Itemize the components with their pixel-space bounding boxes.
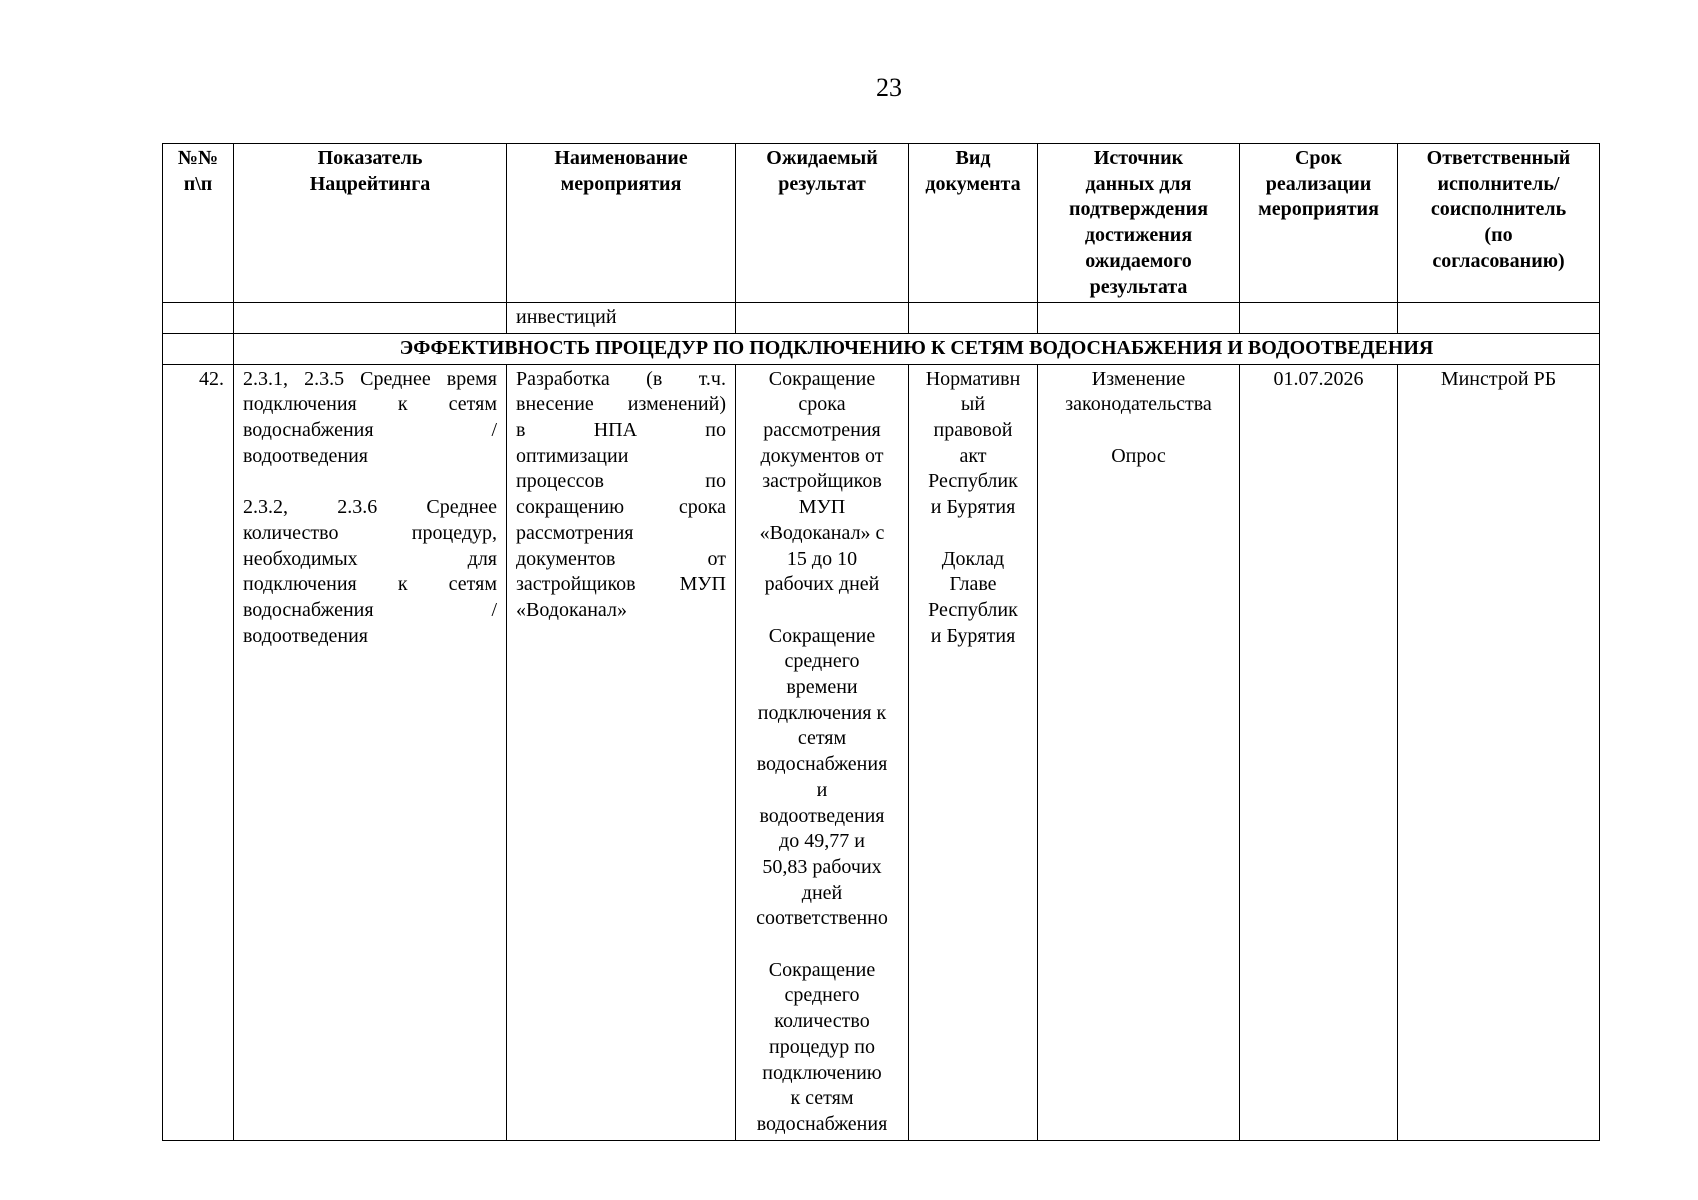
activity-text [516, 367, 726, 624]
header-activity [507, 144, 736, 303]
text-line: среднего [784, 984, 860, 1007]
text-line: Ответственный [1426, 147, 1571, 169]
responsible-cell: Минстрой РБ [1398, 364, 1600, 1140]
text-line: и Бурятия [930, 496, 1016, 519]
text-line: Республик [928, 470, 1018, 493]
page-number: 23 [876, 73, 902, 102]
text-line: сокращению срока [516, 496, 726, 519]
text-line: среднего [784, 650, 860, 673]
indicator-cell [234, 364, 507, 1140]
document-type-paragraph-1 [918, 367, 1028, 521]
action-plan-table [162, 143, 1600, 1141]
header-expected-result [736, 144, 909, 303]
text-line: Источник [1093, 147, 1184, 169]
table-header-row [163, 144, 1600, 303]
text-line: процедур по [769, 1035, 875, 1058]
text-line: реализации [1265, 172, 1372, 195]
text-line: документов от [760, 444, 884, 467]
header-responsible [1398, 144, 1600, 303]
header-deadline [1240, 144, 1398, 303]
continued-row [163, 303, 1600, 334]
section-title: ЭФФЕКТИВНОСТЬ ПРОЦЕДУР ПО ПОДКЛЮЧЕНИЮ К СЕТЯМ ВОДОСНАБЖЕНИЯ И ВОДООТВЕДЕНИЯ [234, 333, 1600, 364]
text-line: Сокращение [768, 367, 876, 390]
header-indicator [234, 144, 507, 303]
text-line: Главе [949, 573, 997, 596]
text-line: документов от [516, 547, 726, 570]
text-line: Опрос [1111, 444, 1166, 467]
text-line: правовой [933, 419, 1013, 442]
text-line: необходимых для [243, 547, 497, 570]
header-number [163, 144, 234, 303]
expected-result-paragraph-1 [745, 367, 899, 598]
text-line: Сокращение [768, 958, 876, 981]
text-line: рабочих дней [764, 573, 880, 596]
section-row [163, 333, 1600, 364]
text-line: соисполнитель [1430, 198, 1567, 221]
text-line: дней [801, 881, 843, 904]
text-line: подключения к сетям [243, 573, 497, 596]
data-source-paragraph-2 [1047, 444, 1230, 470]
text-line: мероприятия [1258, 198, 1379, 221]
text-line: 15 до 10 [786, 547, 858, 570]
text-line: Доклад [941, 547, 1005, 570]
data-source-paragraph-1 [1047, 367, 1230, 418]
text-line: водоотведения [243, 444, 368, 467]
text-line: мероприятия [560, 172, 682, 195]
text-line: соответственно [756, 907, 888, 930]
text-line: рассмотрения [516, 521, 634, 544]
text-line: подключения к сетям [243, 393, 497, 416]
text-line: исполнитель/ [1437, 172, 1560, 195]
text-line: водоснабжения / [243, 598, 497, 621]
text-line: результат [778, 172, 866, 195]
text-line: сетям [797, 727, 847, 750]
text-line: (по [1484, 224, 1513, 247]
text-line: Изменение [1091, 367, 1186, 390]
text-line: внесение изменений) [516, 393, 726, 416]
deadline-cell: 01.07.2026 [1240, 364, 1398, 1140]
text-line: результата [1089, 275, 1188, 298]
text-line: водоснабжения / [243, 419, 497, 442]
text-line: подключения к [757, 701, 887, 724]
text-line: акт [959, 444, 987, 467]
text-line: водоотведения [243, 624, 368, 647]
header-document-type [909, 144, 1038, 303]
text-line: «Водоканал» с [759, 521, 885, 544]
text-line: водоснабжения [756, 1112, 888, 1135]
expected-result-paragraph-3 [745, 958, 899, 1138]
table-row [163, 364, 1600, 1140]
text-line: времени [786, 676, 858, 699]
text-line: законодательства [1065, 393, 1212, 416]
text-line: оптимизации [516, 444, 629, 467]
text-line: 2.3.2, 2.3.6 Среднее [243, 496, 497, 519]
text-line: 50,83 рабочих [762, 855, 882, 878]
text-line: п\п [183, 172, 213, 195]
text-line: подключению [762, 1061, 882, 1084]
text-line: Вид [955, 147, 991, 169]
text-line: Разработка (в т.ч. [516, 367, 726, 390]
text-line: «Водоканал» [516, 598, 627, 621]
expected-result-cell [736, 364, 909, 1140]
text-line: водоснабжения [756, 753, 888, 776]
data-source-cell [1038, 364, 1240, 1140]
document-type-cell [909, 364, 1038, 1140]
document-type-paragraph-2 [918, 547, 1028, 650]
header-data-source [1038, 144, 1240, 303]
text-line: МУП [798, 496, 846, 519]
expected-result-paragraph-2 [745, 624, 899, 932]
text-line: Показатель [317, 147, 423, 169]
text-line: Республик [928, 598, 1018, 621]
text-line: Сокращение [768, 624, 876, 647]
text-line: достижения [1084, 224, 1193, 247]
text-line: и [816, 778, 828, 801]
text-line: Ожидаемый [766, 147, 878, 169]
text-line: водоотведения [759, 804, 885, 827]
text-line: 2.3.1, 2.3.5 Среднее время [243, 367, 497, 390]
text-line: Наименование [554, 147, 688, 169]
text-line: согласованию) [1432, 249, 1565, 272]
continued-activity-text: инвестиций [507, 303, 736, 334]
text-line: Срок [1294, 147, 1343, 169]
text-line: рассмотрения [763, 419, 881, 442]
text-line: застройщиков [762, 470, 882, 493]
text-line: Нацрейтинга [309, 172, 431, 195]
text-line: данных для [1085, 172, 1192, 195]
text-line: застройщиков МУП [516, 573, 726, 596]
text-line: документа [925, 172, 1021, 195]
indicator-paragraph-1 [243, 367, 497, 470]
indicator-paragraph-2 [243, 495, 497, 649]
text-line: ый [960, 393, 986, 416]
text-line: до 49,77 и [779, 830, 865, 853]
text-line: в НПА по [516, 419, 726, 442]
text-line: и Бурятия [930, 624, 1016, 647]
text-line: №№ [177, 147, 219, 169]
text-line: Нормативн [925, 367, 1021, 390]
text-line: ожидаемого [1085, 249, 1192, 272]
text-line: процессов по [516, 470, 726, 493]
text-line: подтверждения [1068, 198, 1209, 221]
text-line: срока [798, 393, 846, 416]
text-line: количество [774, 1010, 870, 1033]
text-line: к сетям [790, 1087, 854, 1110]
row-number: 42. [163, 364, 234, 1140]
text-line: количество процедур, [243, 521, 497, 544]
activity-cell [507, 364, 736, 1140]
